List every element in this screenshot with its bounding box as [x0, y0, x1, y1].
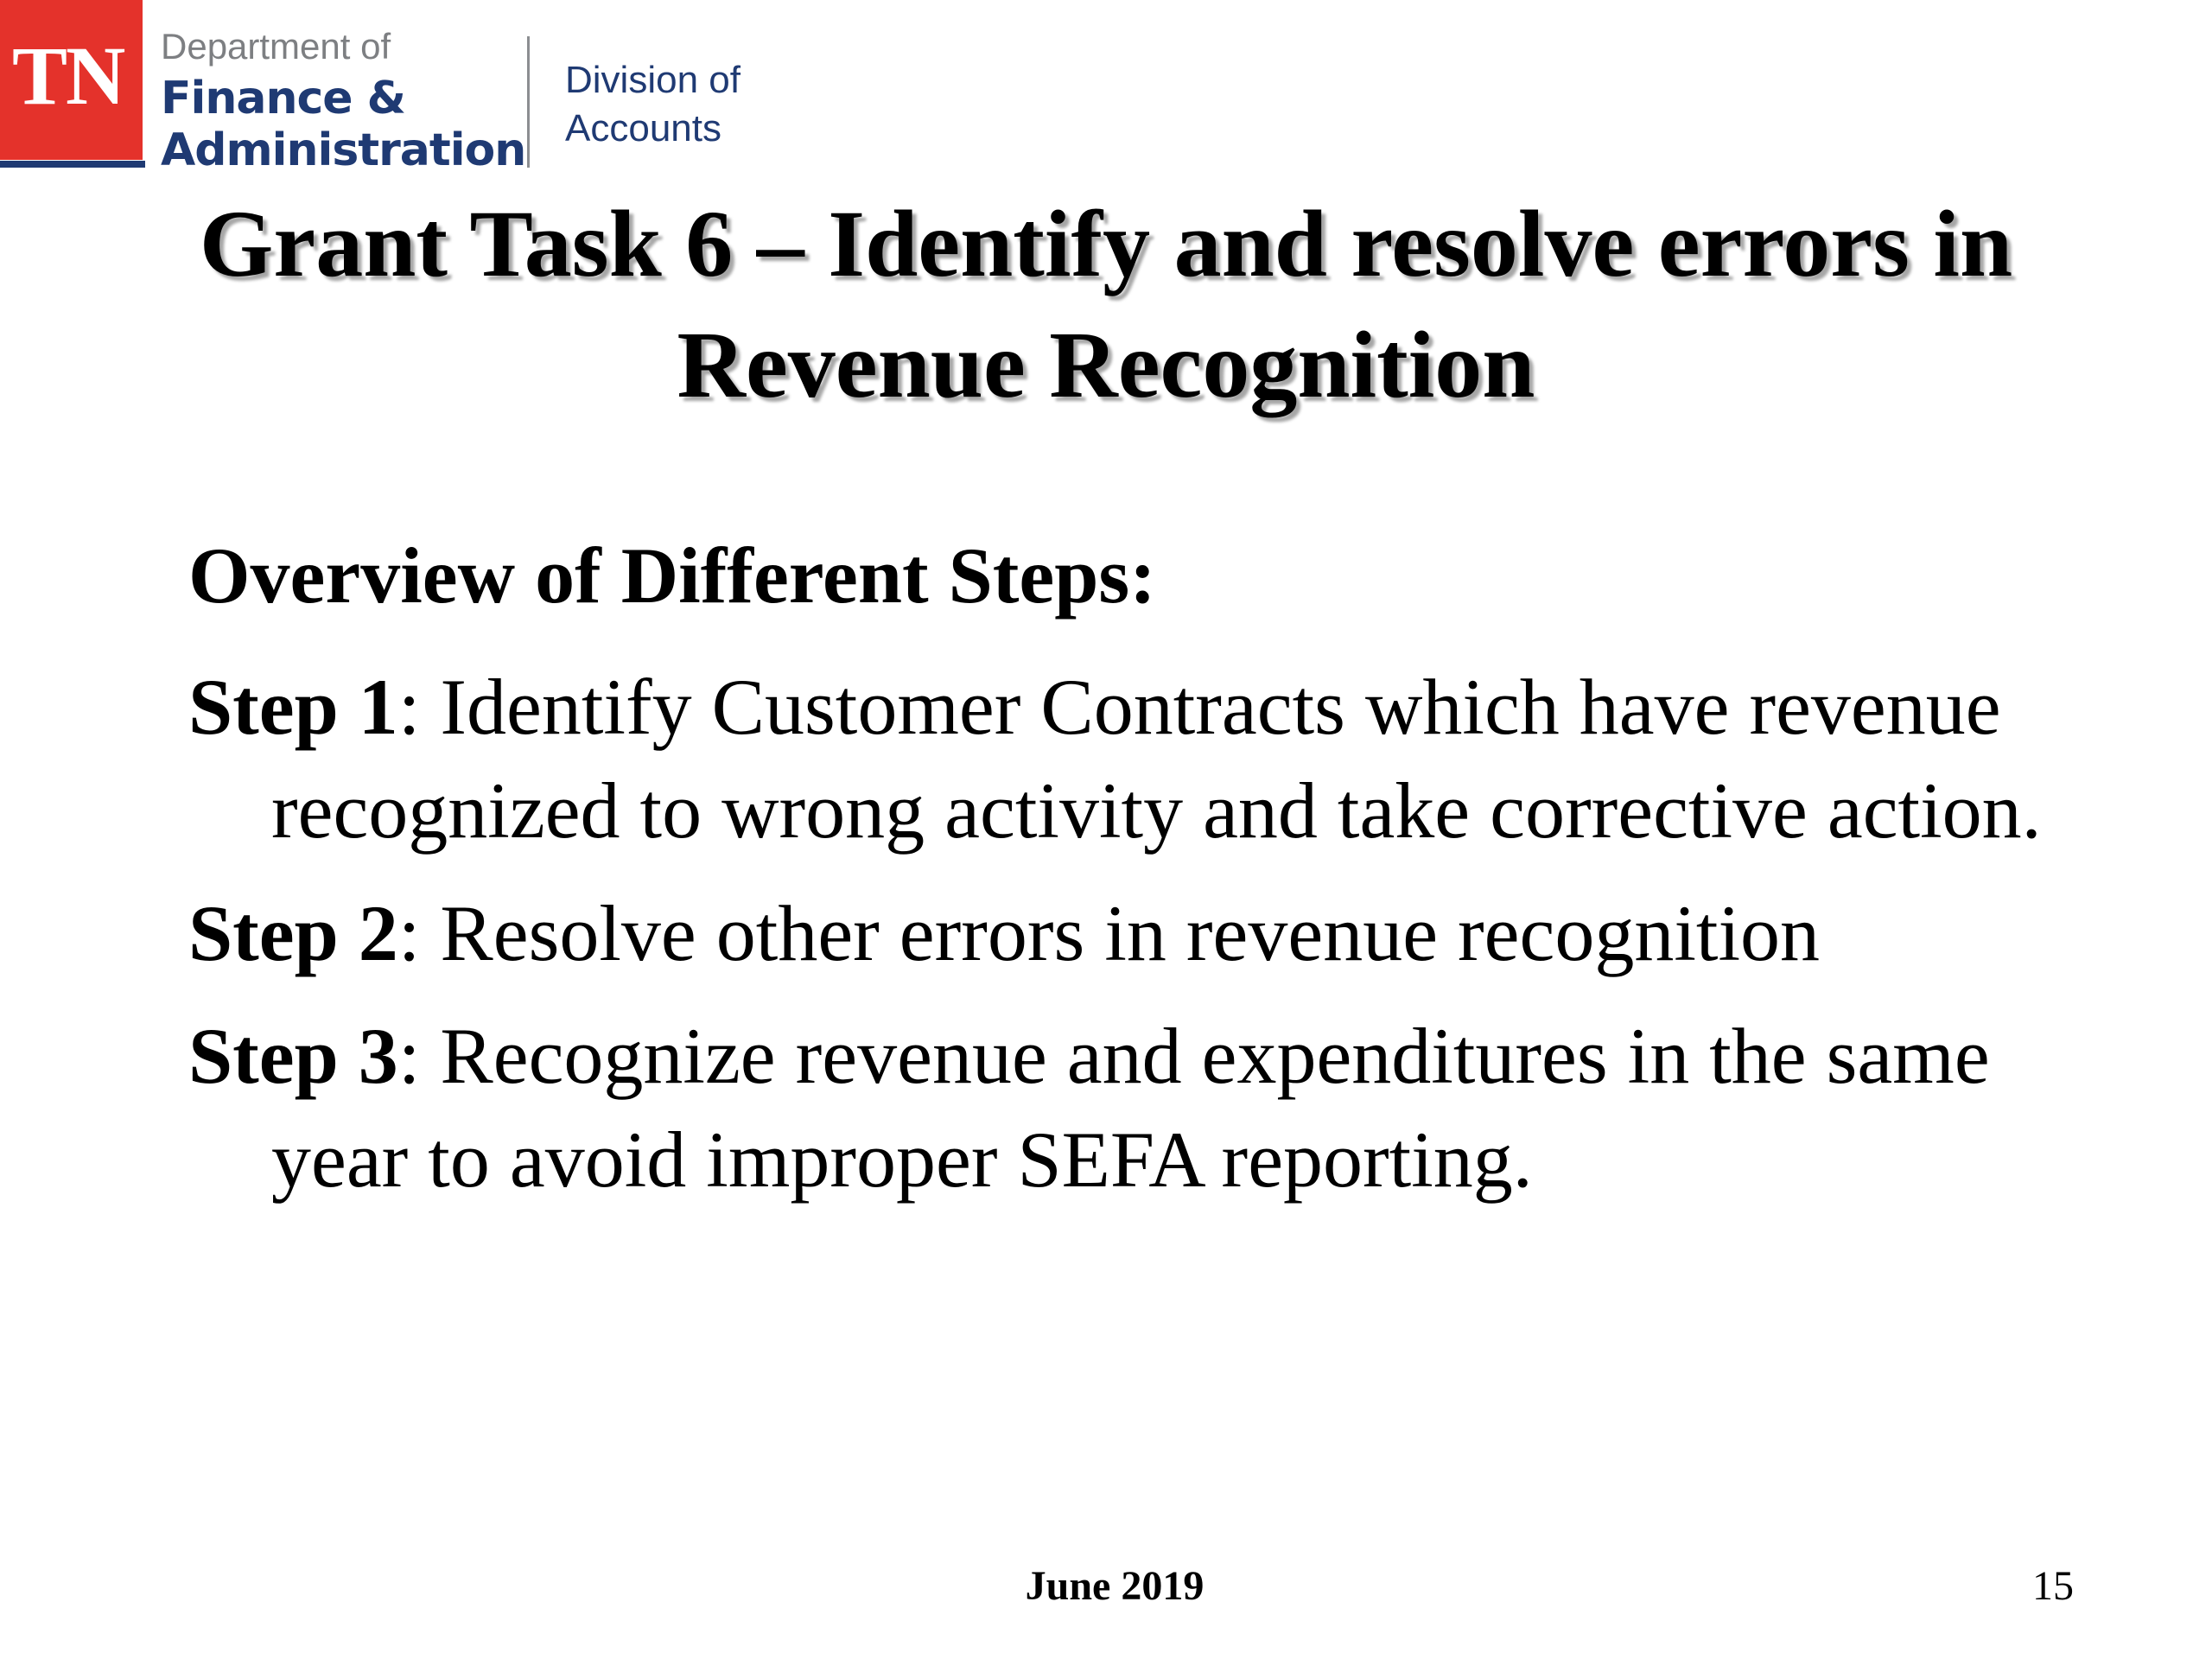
footer-date: June 2019	[1025, 1563, 1205, 1609]
department-logo	[0, 0, 778, 176]
step-item	[188, 881, 2046, 985]
overview-heading: Overview of Different Steps:	[188, 531, 1156, 620]
dept-name-line1: Finance &	[161, 73, 406, 124]
step-label: Step 2	[188, 889, 398, 977]
step-label: Step 3	[188, 1012, 398, 1100]
step-item	[188, 1004, 2046, 1211]
page-number: 15	[2032, 1563, 2074, 1609]
tn-logo-badge: TN	[0, 0, 143, 160]
step-text: : Identify Customer Contracts which have revenue recognized to wrong activity and take corrective action.	[271, 663, 2042, 855]
step-text: : Resolve other errors in revenue recognition	[397, 889, 1821, 977]
dept-label: Department of	[161, 26, 391, 67]
slide-body	[188, 515, 2046, 1211]
division-label-line2: Accounts	[565, 107, 721, 149]
logo-divider	[527, 36, 530, 168]
step-item	[188, 655, 2046, 862]
step-text: : Recognize revenue and expenditures in the same year to avoid improper SEFA reporting.	[271, 1012, 1990, 1204]
step-label: Step 1	[188, 663, 398, 751]
slide-title	[0, 183, 2212, 425]
slide-title-line1: Grant Task 6 – Identify and resolve errors in	[199, 191, 2013, 296]
logo-underline	[0, 161, 145, 168]
slide-title-line2: Revenue Recognition	[677, 312, 1535, 417]
division-label-line1: Division of	[565, 59, 741, 101]
dept-name-line2: Administration	[161, 124, 526, 176]
